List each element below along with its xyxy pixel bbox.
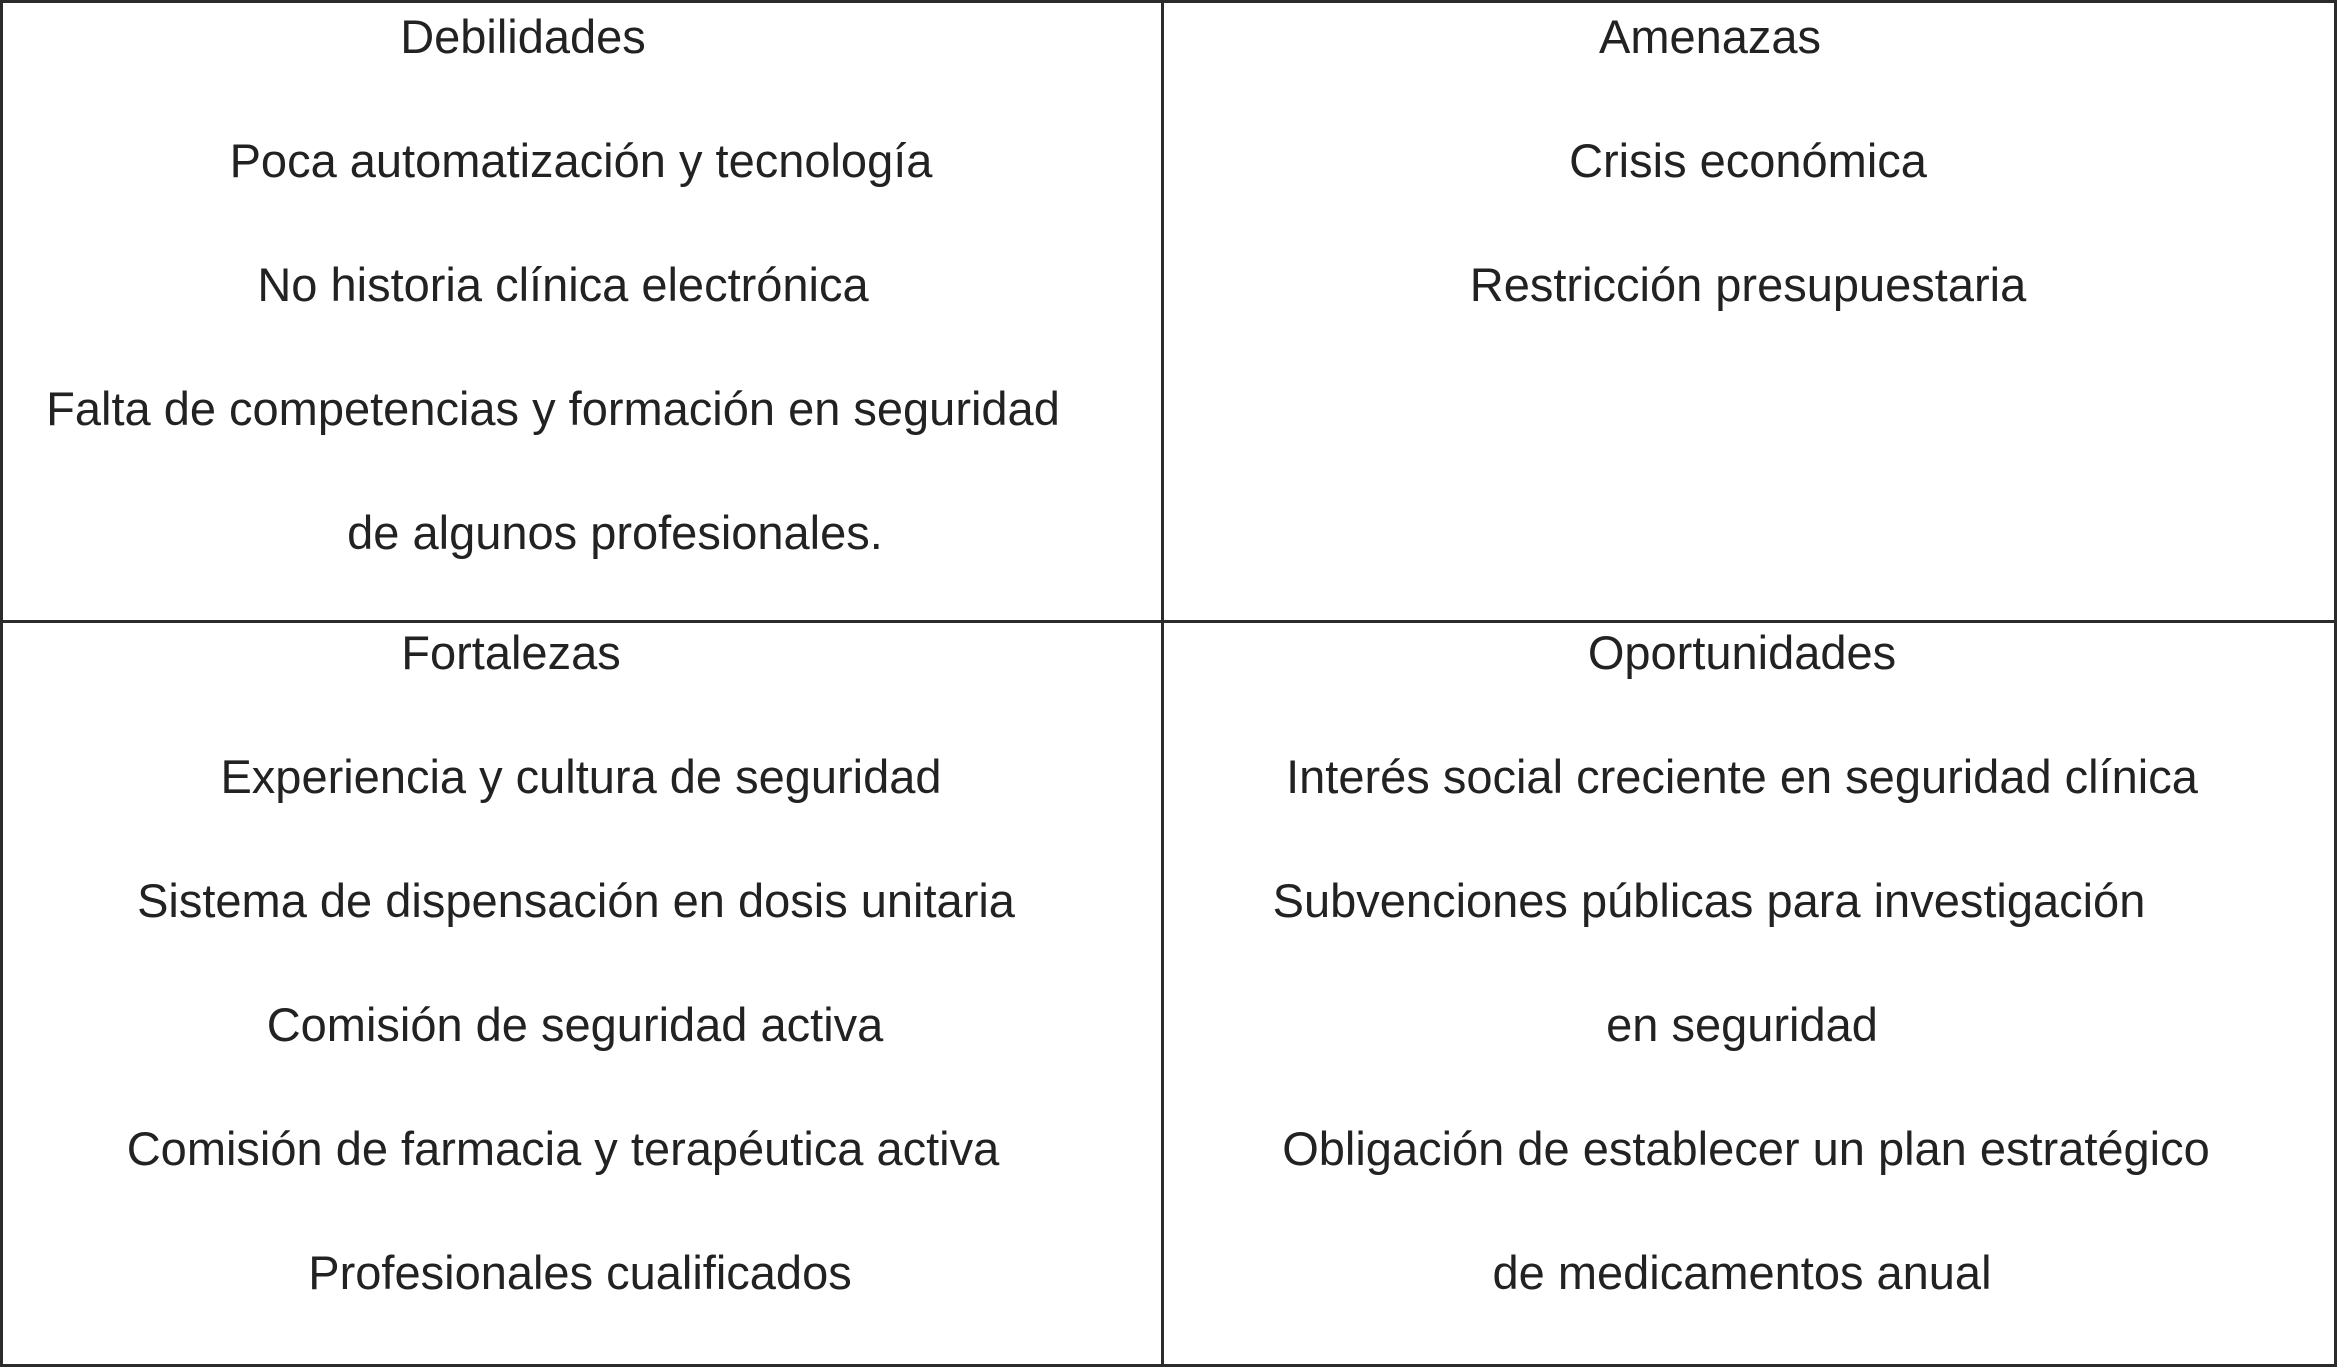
quadrant-opportunities	[1164, 623, 2334, 1364]
opportunity-item: Interés social creciente en seguridad clínica	[1286, 750, 2198, 803]
strength-item: Comisión de seguridad activa	[266, 998, 884, 1051]
quadrant-threats	[1164, 3, 2334, 623]
strength-item: Comisión de farmacia y terapéutica activa	[126, 1122, 1000, 1175]
opportunity-item: en seguridad	[1606, 998, 1878, 1051]
opportunity-item: Subvenciones públicas para investigación	[1272, 874, 2146, 927]
strength-item: Profesionales cualificados	[308, 1246, 852, 1299]
quadrant-strengths	[3, 623, 1164, 1364]
weakness-item: de algunos profesionales.	[347, 506, 883, 559]
threat-item: Restricción presupuestaria	[1469, 258, 2027, 311]
strength-item: Experiencia y cultura de seguridad	[220, 750, 942, 803]
weakness-item: No historia clínica electrónica	[257, 258, 869, 311]
weakness-item: Falta de competencias y formación en seguridad	[46, 382, 1060, 435]
opportunity-item: Obligación de establecer un plan estratégico	[1282, 1122, 2210, 1175]
quadrant-title-weaknesses: Debilidades	[400, 10, 646, 63]
opportunity-item: de medicamentos anual	[1492, 1246, 1992, 1299]
threat-item: Crisis económica	[1569, 134, 1927, 187]
quadrant-weaknesses	[3, 3, 1164, 623]
weakness-item: Poca automatización y tecnología	[229, 134, 933, 187]
strength-item: Sistema de dispensación en dosis unitaria	[137, 874, 1015, 927]
quadrant-title-opportunities: Oportunidades	[1587, 626, 1897, 679]
quadrant-title-threats: Amenazas	[1598, 10, 1822, 63]
quadrant-title-strengths: Fortalezas	[401, 626, 621, 679]
